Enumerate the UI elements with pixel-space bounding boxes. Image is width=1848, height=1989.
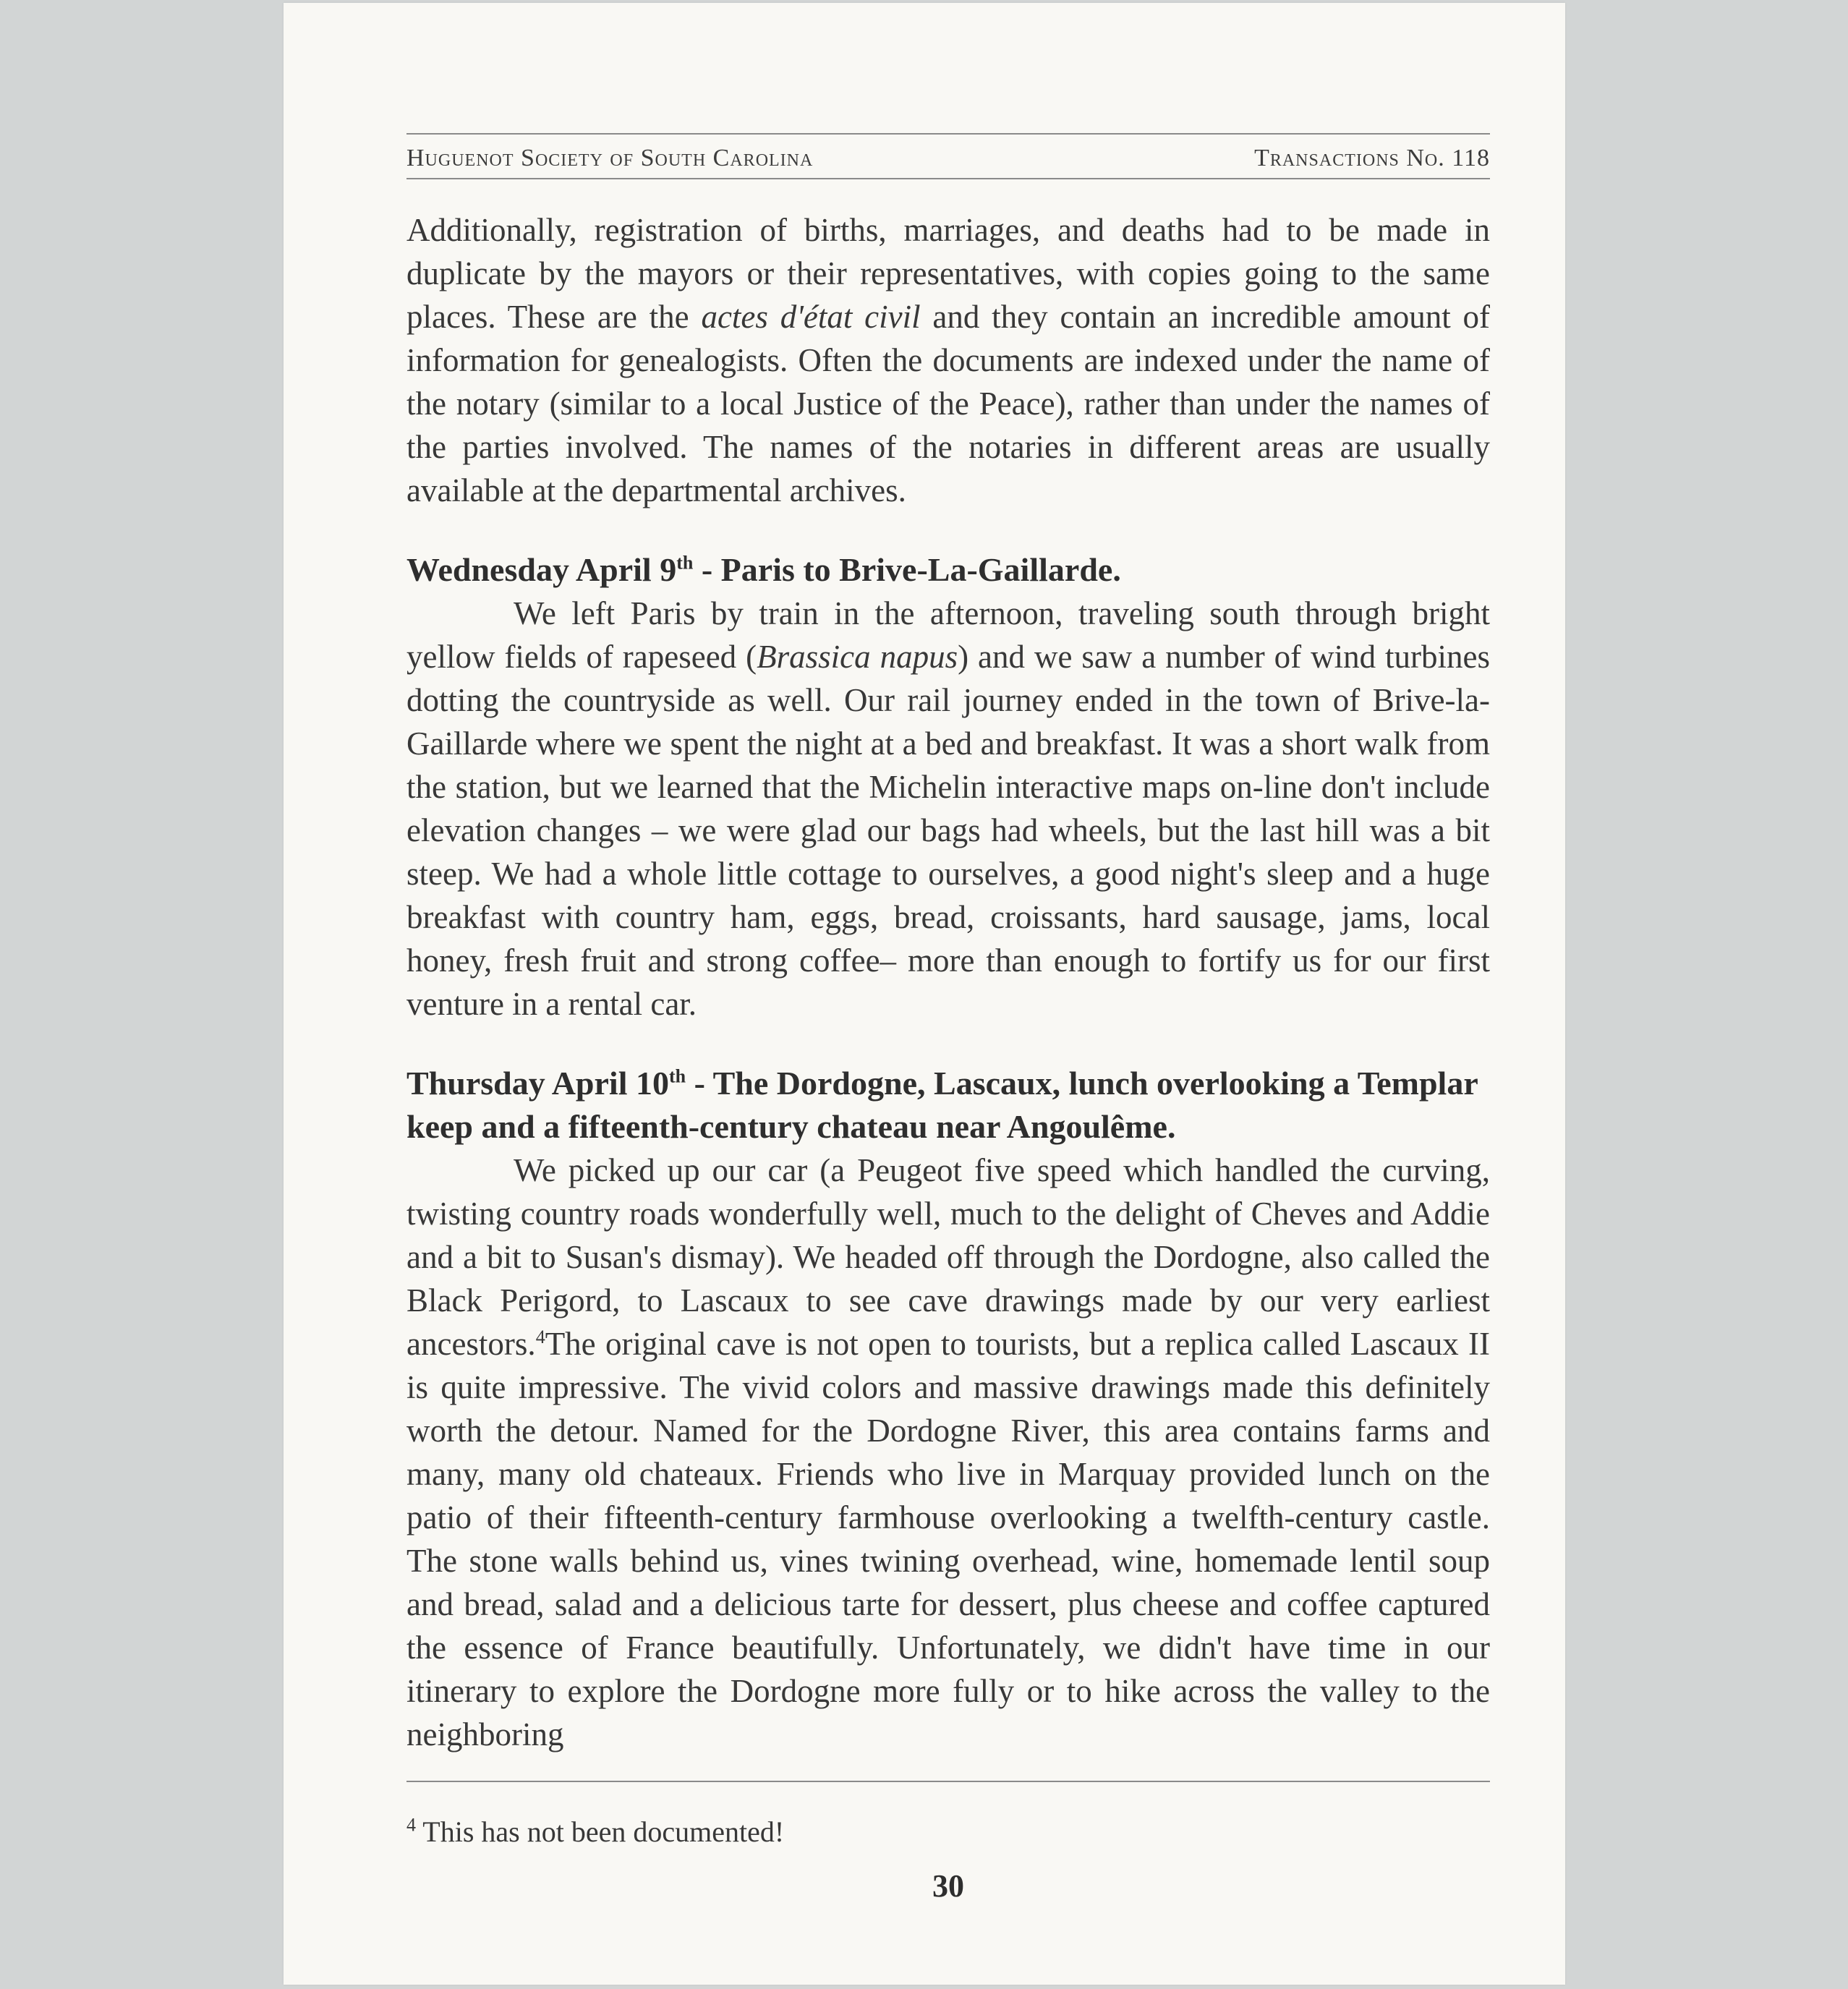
heading-superscript: th (669, 1065, 686, 1087)
body-text-after: ) and we saw a number of wind turbines dotting the countryside as well. Our rail journey ended in the town of Brive-la-Gaillarde where we spent the night at a bed and breakfast. It was a short walk from the station, but we learned that the Michelin interactive maps on-line don't include elevation changes – we were glad our bags had wheels, but the last hill was a bit steep. We had a whole little cottage to ourselves, a good night's sleep and a huge breakfast with country ham, eggs, bread, croissants, hard sausage, jams, local honey, fresh fruit and strong coffee– more than enough to fortify us for our first venture in a rental car. (406, 639, 1491, 1022)
heading-text: Wednesday April 9 (406, 551, 677, 588)
body-text-before: We picked up our car (a Peugeot five speed which handled the curving, twisting country roads wonderfully well, much to the delight of Cheves and Addie and a bit to Susan's dismay). We headed off through the Dordogne, also called the Black Perigord, to Lascaux to see cave drawings made by our very earliest ancestors. (406, 1152, 1490, 1362)
intro-text-before: Additionally, registration of births, marriages, and deaths had to be made in duplicate by the mayors or their representatives, with copies going to the same places. These are the (406, 212, 1490, 335)
section-body-wednesday (406, 592, 1490, 1026)
section-heading-thursday (406, 1062, 1490, 1149)
page-content (406, 133, 1490, 1904)
footnote-text: This has not been documented! (416, 1815, 785, 1848)
running-header (406, 133, 1490, 179)
body-text-italic: Brassica napus (757, 639, 958, 675)
intro-text-italic: actes d'état civil (701, 299, 921, 335)
heading-text-rest: - The Dordogne, Lascaux, lunch overlooking a Templar keep and a fifteenth-century chateau near Angoulême. (406, 1065, 1478, 1145)
document-page (284, 3, 1565, 1985)
footnote-divider (406, 1781, 1490, 1782)
section-body-thursday (406, 1149, 1490, 1756)
header-left: Huguenot Society of South Carolina (406, 145, 814, 171)
body-text-before: We left Paris by train in the afternoon, traveling south through bright yellow fields of rapeseed ( (406, 595, 1490, 675)
page-number: 30 (932, 1868, 964, 1904)
body-text-after: The original cave is not open to tourists, but a replica called Lascaux II is quite impressive. The vivid colors and massive drawings made this definitely worth the detour. Named for the Dordogne River, this area contains farms and many, many old chateaux. Friends who live in Marquay provided lunch on the patio of their fifteenth-century farmhouse overlooking a twelfth-century castle. The stone walls behind us, vines twining overhead, wine, homemade lentil soup and bread, salad and a delicious tarte for dessert, plus cheese and coffee captured the essence of France beautifully. Unfortunately, we didn't have time in our itinerary to explore the Dordogne more fully or to hike across the valley to the neighboring (406, 1326, 1490, 1752)
heading-text: Thursday April 10 (406, 1065, 669, 1102)
section-wednesday (406, 548, 1490, 1026)
footnote-number: 4 (406, 1814, 416, 1836)
heading-text-rest: - Paris to Brive-La-Gaillarde. (693, 551, 1121, 588)
footnote-reference[interactable]: 4 (535, 1326, 545, 1347)
intro-paragraph (406, 208, 1490, 512)
footnote (406, 1814, 1490, 1850)
section-thursday (406, 1062, 1490, 1756)
section-heading-wednesday (406, 548, 1490, 592)
header-right: Transactions No. 118 (1254, 145, 1490, 171)
intro-text-after: and they contain an incredible amount of information for genealogists. Often the documents are indexed under the name of the notary (similar to a local Justice of the Peace), rather than under the names of the parties involved. The names of the notaries in different areas are usually available at the departmental archives. (406, 299, 1490, 508)
heading-superscript: th (676, 552, 694, 574)
